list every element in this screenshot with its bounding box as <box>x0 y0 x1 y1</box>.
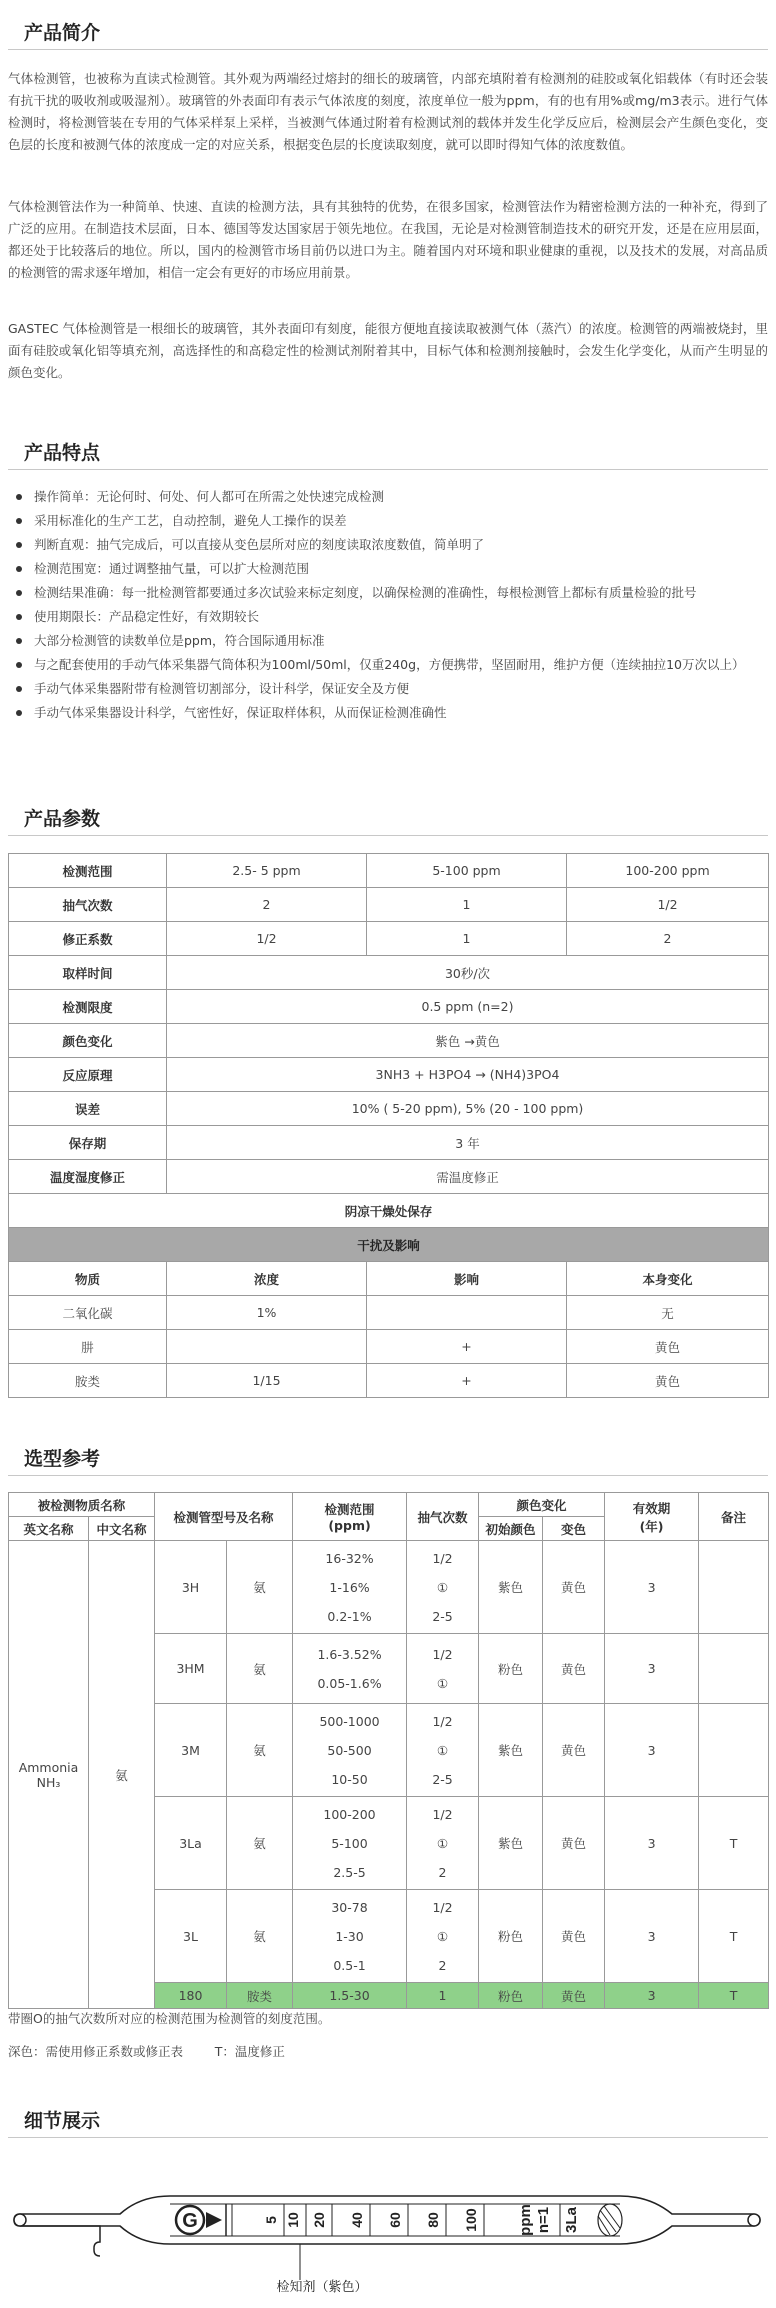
tube-model: 180 <box>155 1983 227 2009</box>
range-line: 100-200 <box>323 1806 376 1822</box>
reaction-label: 反应原理 <box>9 1058 167 1092</box>
table-row <box>9 990 769 1024</box>
table-cell: 1/15 <box>167 1364 367 1398</box>
tube-range: 1.5-30 <box>293 1983 407 2009</box>
range-line: 500-1000 <box>319 1713 380 1729</box>
strokes-value: 2 <box>167 888 367 922</box>
limit-label: 检测限度 <box>9 990 167 1024</box>
strokes-label: 抽气次数 <box>9 888 167 922</box>
feature-item: 手动气体采集器附带有检测管切割部分，设计科学，保证安全及方便 <box>8 677 768 701</box>
remark <box>699 1704 769 1797</box>
color-value: 紫色 →黄色 <box>167 1024 769 1058</box>
table-row <box>9 1058 769 1092</box>
feature-item: 检测结果准确：每一批检测管都要通过多次试验来标定刻度，以确保检测的准确性，每根检测管上都标有质量检验的批号 <box>8 581 768 605</box>
tube-strokes <box>407 1634 479 1704</box>
tube-scale <box>263 2204 484 2236</box>
strokes-line: 1/2 <box>432 1713 453 1729</box>
intro-paragraph-1: 气体检测管，也被称为直读式检测管。其外观为两端经过熔封的细长的玻璃管，内部充填附着有检测剂的硅胶或氧化铝载体（有时还会装有抗干扰的吸收剂或吸湿剂）。玻璃管的外表面印有表示气体浓度的刻度，浓度单位一般为ppm，有的也有用%或mg/m3表示。进行气体检测时，将检测管装在专用的气体采样泵上采样，当被测气体通过附着有检测试剂的载体并发生化学反应后，检测层会产生颜色变化，变色层的长度和被测气体的浓度成一定的对应关系，根据变色层的长度读取刻度，就可以即时得知气体的浓度数值。 <box>8 71 768 152</box>
table-cell: 胺类 <box>9 1364 167 1398</box>
features-list <box>8 485 768 725</box>
tube-model: 3L <box>155 1890 227 1983</box>
initial-color-header: 初始颜色 <box>479 1517 543 1541</box>
table-cell: 肼 <box>9 1330 167 1364</box>
validity-header-line2: (年) <box>639 1518 664 1534</box>
feature-item: 使用期限长：产品稳定性好，有效期较长 <box>8 605 768 629</box>
range-line: 1-16% <box>329 1579 370 1595</box>
range-line: 30-78 <box>331 1899 368 1915</box>
tube-model: 3H <box>155 1541 227 1634</box>
chinese-name-header: 中文名称 <box>89 1517 155 1541</box>
range-line: 0.5-1 <box>333 1957 366 1973</box>
scale-label: 60 <box>387 2212 403 2228</box>
features-section-header <box>8 430 768 470</box>
range-line: 16-32% <box>325 1550 374 1566</box>
initial-color: 紫色 <box>479 1797 543 1890</box>
tube-ranges <box>293 1797 407 1890</box>
table-row <box>9 1126 769 1160</box>
intro-section-header <box>8 6 768 50</box>
tube-left-tip <box>14 2214 100 2256</box>
table-row <box>9 1364 769 1398</box>
tube-ranges <box>293 1541 407 1634</box>
intro-title: 产品简介 <box>24 22 101 44</box>
range-line: 1.6-3.52% <box>317 1646 382 1662</box>
strokes-line: ① <box>436 1675 449 1691</box>
gas-english-text: Ammonia <box>18 1759 79 1775</box>
gas-name-header: 被检测物质名称 <box>9 1493 155 1517</box>
strokes-line: ① <box>436 1742 449 1758</box>
changed-color: 黄色 <box>543 1704 605 1797</box>
initial-color: 粉色 <box>479 1634 543 1704</box>
selection-table <box>8 1492 769 2009</box>
table-row <box>9 1194 769 1228</box>
range-header-line1: 检测范围 <box>324 1502 375 1517</box>
validity-years: 3 <box>605 1704 699 1797</box>
interference-header: 浓度 <box>167 1262 367 1296</box>
color-label: 颜色变化 <box>9 1024 167 1058</box>
table-row <box>9 1092 769 1126</box>
gas-chinese-name: 氨 <box>89 1541 155 2009</box>
range-label: 检测范围 <box>9 854 167 888</box>
model-header: 检测管型号及名称 <box>155 1493 293 1541</box>
reagent-caption: 检知剂（紫色） <box>276 2280 368 2295</box>
shelf-value: 3 年 <box>167 1126 769 1160</box>
remark <box>699 1634 769 1704</box>
selection-note-1: 带圈O的抽气次数所对应的检测范围为检测管的刻度范围。 <box>8 2011 331 2026</box>
table-row <box>9 1262 769 1296</box>
reaction-value: 3NH3 + H3PO4 → (NH4)3PO4 <box>167 1058 769 1092</box>
storage-note: 阴凉干燥处保存 <box>9 1194 769 1228</box>
strokes-line: 2-5 <box>432 1608 453 1624</box>
initial-color: 紫色 <box>479 1541 543 1634</box>
table-cell: 无 <box>567 1296 769 1330</box>
scale-label: 5 <box>263 2216 279 2224</box>
table-cell <box>167 1330 367 1364</box>
detection-tube-illustration <box>0 2174 776 2308</box>
factor-value: 1/2 <box>167 922 367 956</box>
changed-color: 黄色 <box>543 1890 605 1983</box>
selection-title: 选型参考 <box>24 1448 101 1470</box>
interference-header: 本身变化 <box>567 1262 769 1296</box>
strokes-line: 2 <box>438 1957 447 1973</box>
strokes-line: 1/2 <box>432 1646 453 1662</box>
factor-value: 2 <box>567 922 769 956</box>
shelf-label: 保存期 <box>9 1126 167 1160</box>
range-value: 2.5- 5 ppm <box>167 854 367 888</box>
gas-english-name <box>9 1541 89 2009</box>
params-table <box>8 853 769 1398</box>
table-row <box>9 1024 769 1058</box>
tube-name: 氨 <box>227 1797 293 1890</box>
tube-left-end <box>14 2214 26 2226</box>
params-section-header <box>8 796 768 836</box>
range-line: 0.05-1.6% <box>317 1675 382 1691</box>
flow-arrow-icon <box>206 2212 222 2228</box>
selection-section-header <box>8 1436 768 1476</box>
feature-item: 手动气体采集器设计科学，气密性好，保证取样体积，从而保证检测准确性 <box>8 701 768 725</box>
tube-code: 3La <box>563 2207 580 2233</box>
table-cell: 二氧化碳 <box>9 1296 167 1330</box>
strokes-line: 2-5 <box>432 1771 453 1787</box>
gas-formula: NH₃ <box>36 1774 61 1790</box>
tube-plug <box>598 2204 622 2236</box>
validity-years: 3 <box>605 1983 699 2009</box>
range-line: 0.2-1% <box>327 1608 372 1624</box>
tube-ranges <box>293 1634 407 1704</box>
scale-label: 20 <box>311 2212 327 2228</box>
strokes-value: 1 <box>367 888 567 922</box>
strokes-line: 2 <box>438 1864 447 1880</box>
changed-color: 黄色 <box>543 1541 605 1634</box>
tube-name: 氨 <box>227 1890 293 1983</box>
stroke-count-label: n=1 <box>535 2206 552 2234</box>
scale-unit: ppm <box>517 2204 534 2236</box>
strokes-header: 抽气次数 <box>407 1493 479 1541</box>
table-row <box>9 1541 769 1634</box>
table-row <box>9 956 769 990</box>
table-row <box>9 1296 769 1330</box>
table-cell: 1% <box>167 1296 367 1330</box>
error-value: 10% ( 5-20 ppm), 5% (20 - 100 ppm) <box>167 1092 769 1126</box>
feature-item: 操作简单：无论何时、何处、何人都可在所需之处快速完成检测 <box>8 485 768 509</box>
tube-strokes <box>407 1797 479 1890</box>
feature-item: 判断直观：抽气完成后，可以直接从变色层所对应的刻度读取浓度数值，简单明了 <box>8 533 768 557</box>
temp-label: 温度湿度修正 <box>9 1160 167 1194</box>
table-row <box>9 888 769 922</box>
strokes-line: 1/2 <box>432 1806 453 1822</box>
scale-label: 10 <box>285 2212 301 2228</box>
validity-years: 3 <box>605 1797 699 1890</box>
tube-name: 氨 <box>227 1541 293 1634</box>
tube-ranges <box>293 1704 407 1797</box>
sampling-value: 30秒/次 <box>167 956 769 990</box>
feature-item: 与之配套使用的手动气体采集器气筒体积为100ml/50ml，仅重240g，方便携带，坚固耐用，维护方便（连续抽拉10万次以上） <box>8 653 768 677</box>
color-change-header: 颜色变化 <box>479 1493 605 1517</box>
tube-name: 胺类 <box>227 1983 293 2009</box>
params-title: 产品参数 <box>24 808 101 830</box>
table-row <box>9 1160 769 1194</box>
tube-model: 3HM <box>155 1634 227 1704</box>
remark <box>699 1541 769 1634</box>
english-name-header: 英文名称 <box>9 1517 89 1541</box>
table-row <box>9 1330 769 1364</box>
scale-label: 80 <box>425 2212 441 2228</box>
error-label: 误差 <box>9 1092 167 1126</box>
feature-item: 大部分检测管的读数单位是ppm，符合国际通用标准 <box>8 629 768 653</box>
table-cell: 黄色 <box>567 1364 769 1398</box>
factor-value: 1 <box>367 922 567 956</box>
scale-label: 40 <box>349 2212 365 2228</box>
validity-years: 3 <box>605 1890 699 1983</box>
validity-header <box>605 1493 699 1541</box>
table-cell <box>367 1296 567 1330</box>
tube-ranges <box>293 1890 407 1983</box>
initial-color: 粉色 <box>479 1890 543 1983</box>
table-row <box>9 1228 769 1262</box>
temp-value: 需温度修正 <box>167 1160 769 1194</box>
tube-strokes <box>407 1541 479 1634</box>
detail-title: 细节展示 <box>24 2110 101 2132</box>
table-row <box>9 922 769 956</box>
table-header-row <box>9 1493 769 1517</box>
changed-color: 黄色 <box>543 1634 605 1704</box>
gastec-logo-letter: G <box>182 2210 198 2232</box>
validity-years: 3 <box>605 1541 699 1634</box>
range-header <box>293 1493 407 1541</box>
strokes-line: 1/2 <box>432 1550 453 1566</box>
tube-model: 3M <box>155 1704 227 1797</box>
range-line: 50-500 <box>327 1742 372 1758</box>
interference-header: 影响 <box>367 1262 567 1296</box>
table-cell: + <box>367 1330 567 1364</box>
feature-item: 检测范围宽：通过调整抽气量，可以扩大检测范围 <box>8 557 768 581</box>
change-color-header: 变色 <box>543 1517 605 1541</box>
table-cell: + <box>367 1364 567 1398</box>
validity-header-line1: 有效期 <box>632 1500 671 1516</box>
changed-color: 黄色 <box>543 1983 605 2009</box>
range-header-line2: (ppm) <box>328 1518 371 1533</box>
limit-value: 0.5 ppm (n=2) <box>167 990 769 1024</box>
selection-note-2: 深色：需使用修正系数或修正表 T：温度修正 <box>8 2044 285 2059</box>
tube-right-end <box>748 2214 760 2226</box>
intro-paragraph-2: 气体检测管法作为一种简单、快速、直读的检测方法，具有其独特的优势，在很多国家，检测管法作为精密检测方法的一种补充，得到了广泛的应用。在制造技术层面，日本、德国等发达国家居于领先地位。在我国，无论是对检测管制造技术的研究开发，还是在应用层面，都还处于比较落后的地位。所以，国内的检测管市场目前仍以进口为主。随着国内对环境和职业健康的重视，以及技术的发展，对高品质的检测管的需求逐年增加，相信一定会有更好的市场应用前景。 <box>8 199 768 280</box>
table-row <box>9 854 769 888</box>
strokes-line: ① <box>436 1579 449 1595</box>
scale-label: 100 <box>463 2208 479 2232</box>
tube-strokes <box>407 1704 479 1797</box>
sampling-label: 取样时间 <box>9 956 167 990</box>
tube-strokes: 1 <box>407 1983 479 2009</box>
remark: T <box>699 1797 769 1890</box>
table-cell: 黄色 <box>567 1330 769 1364</box>
tube-name: 氨 <box>227 1704 293 1797</box>
strokes-value: 1/2 <box>567 888 769 922</box>
features-title: 产品特点 <box>24 442 101 464</box>
initial-color: 紫色 <box>479 1704 543 1797</box>
remark: T <box>699 1983 769 2009</box>
range-line: 2.5-5 <box>333 1864 366 1880</box>
intro-paragraph-3: GASTEC 气体检测管是一根细长的玻璃管，其外表面印有刻度，能很方便地直接读取被测气体（蒸汽）的浓度。检测管的两端被烧封，里面有硅胶或氧化铝等填充剂，高选择性的和高稳定性的检测试剂附着其中，目标气体和检测剂接触时，会发生化学变化，从而产生明显的颜色变化。 <box>8 321 768 380</box>
tube-strokes <box>407 1890 479 1983</box>
tube-name: 氨 <box>227 1634 293 1704</box>
detail-section-header <box>8 2094 768 2138</box>
remark-header: 备注 <box>699 1493 769 1541</box>
remark: T <box>699 1890 769 1983</box>
range-line: 10-50 <box>331 1771 368 1787</box>
range-value: 100-200 ppm <box>567 854 769 888</box>
interference-header: 物质 <box>9 1262 167 1296</box>
factor-label: 修正系数 <box>9 922 167 956</box>
feature-item: 采用标准化的生产工艺，自动控制，避免人工操作的误差 <box>8 509 768 533</box>
validity-years: 3 <box>605 1634 699 1704</box>
strokes-line: 1/2 <box>432 1899 453 1915</box>
changed-color: 黄色 <box>543 1797 605 1890</box>
strokes-line: ① <box>436 1928 449 1944</box>
range-line: 5-100 <box>331 1835 368 1851</box>
strokes-line: ① <box>436 1835 449 1851</box>
tube-model: 3La <box>155 1797 227 1890</box>
range-line: 1-30 <box>335 1928 364 1944</box>
range-value: 5-100 ppm <box>367 854 567 888</box>
initial-color: 粉色 <box>479 1983 543 2009</box>
interference-title: 干扰及影响 <box>9 1228 769 1262</box>
